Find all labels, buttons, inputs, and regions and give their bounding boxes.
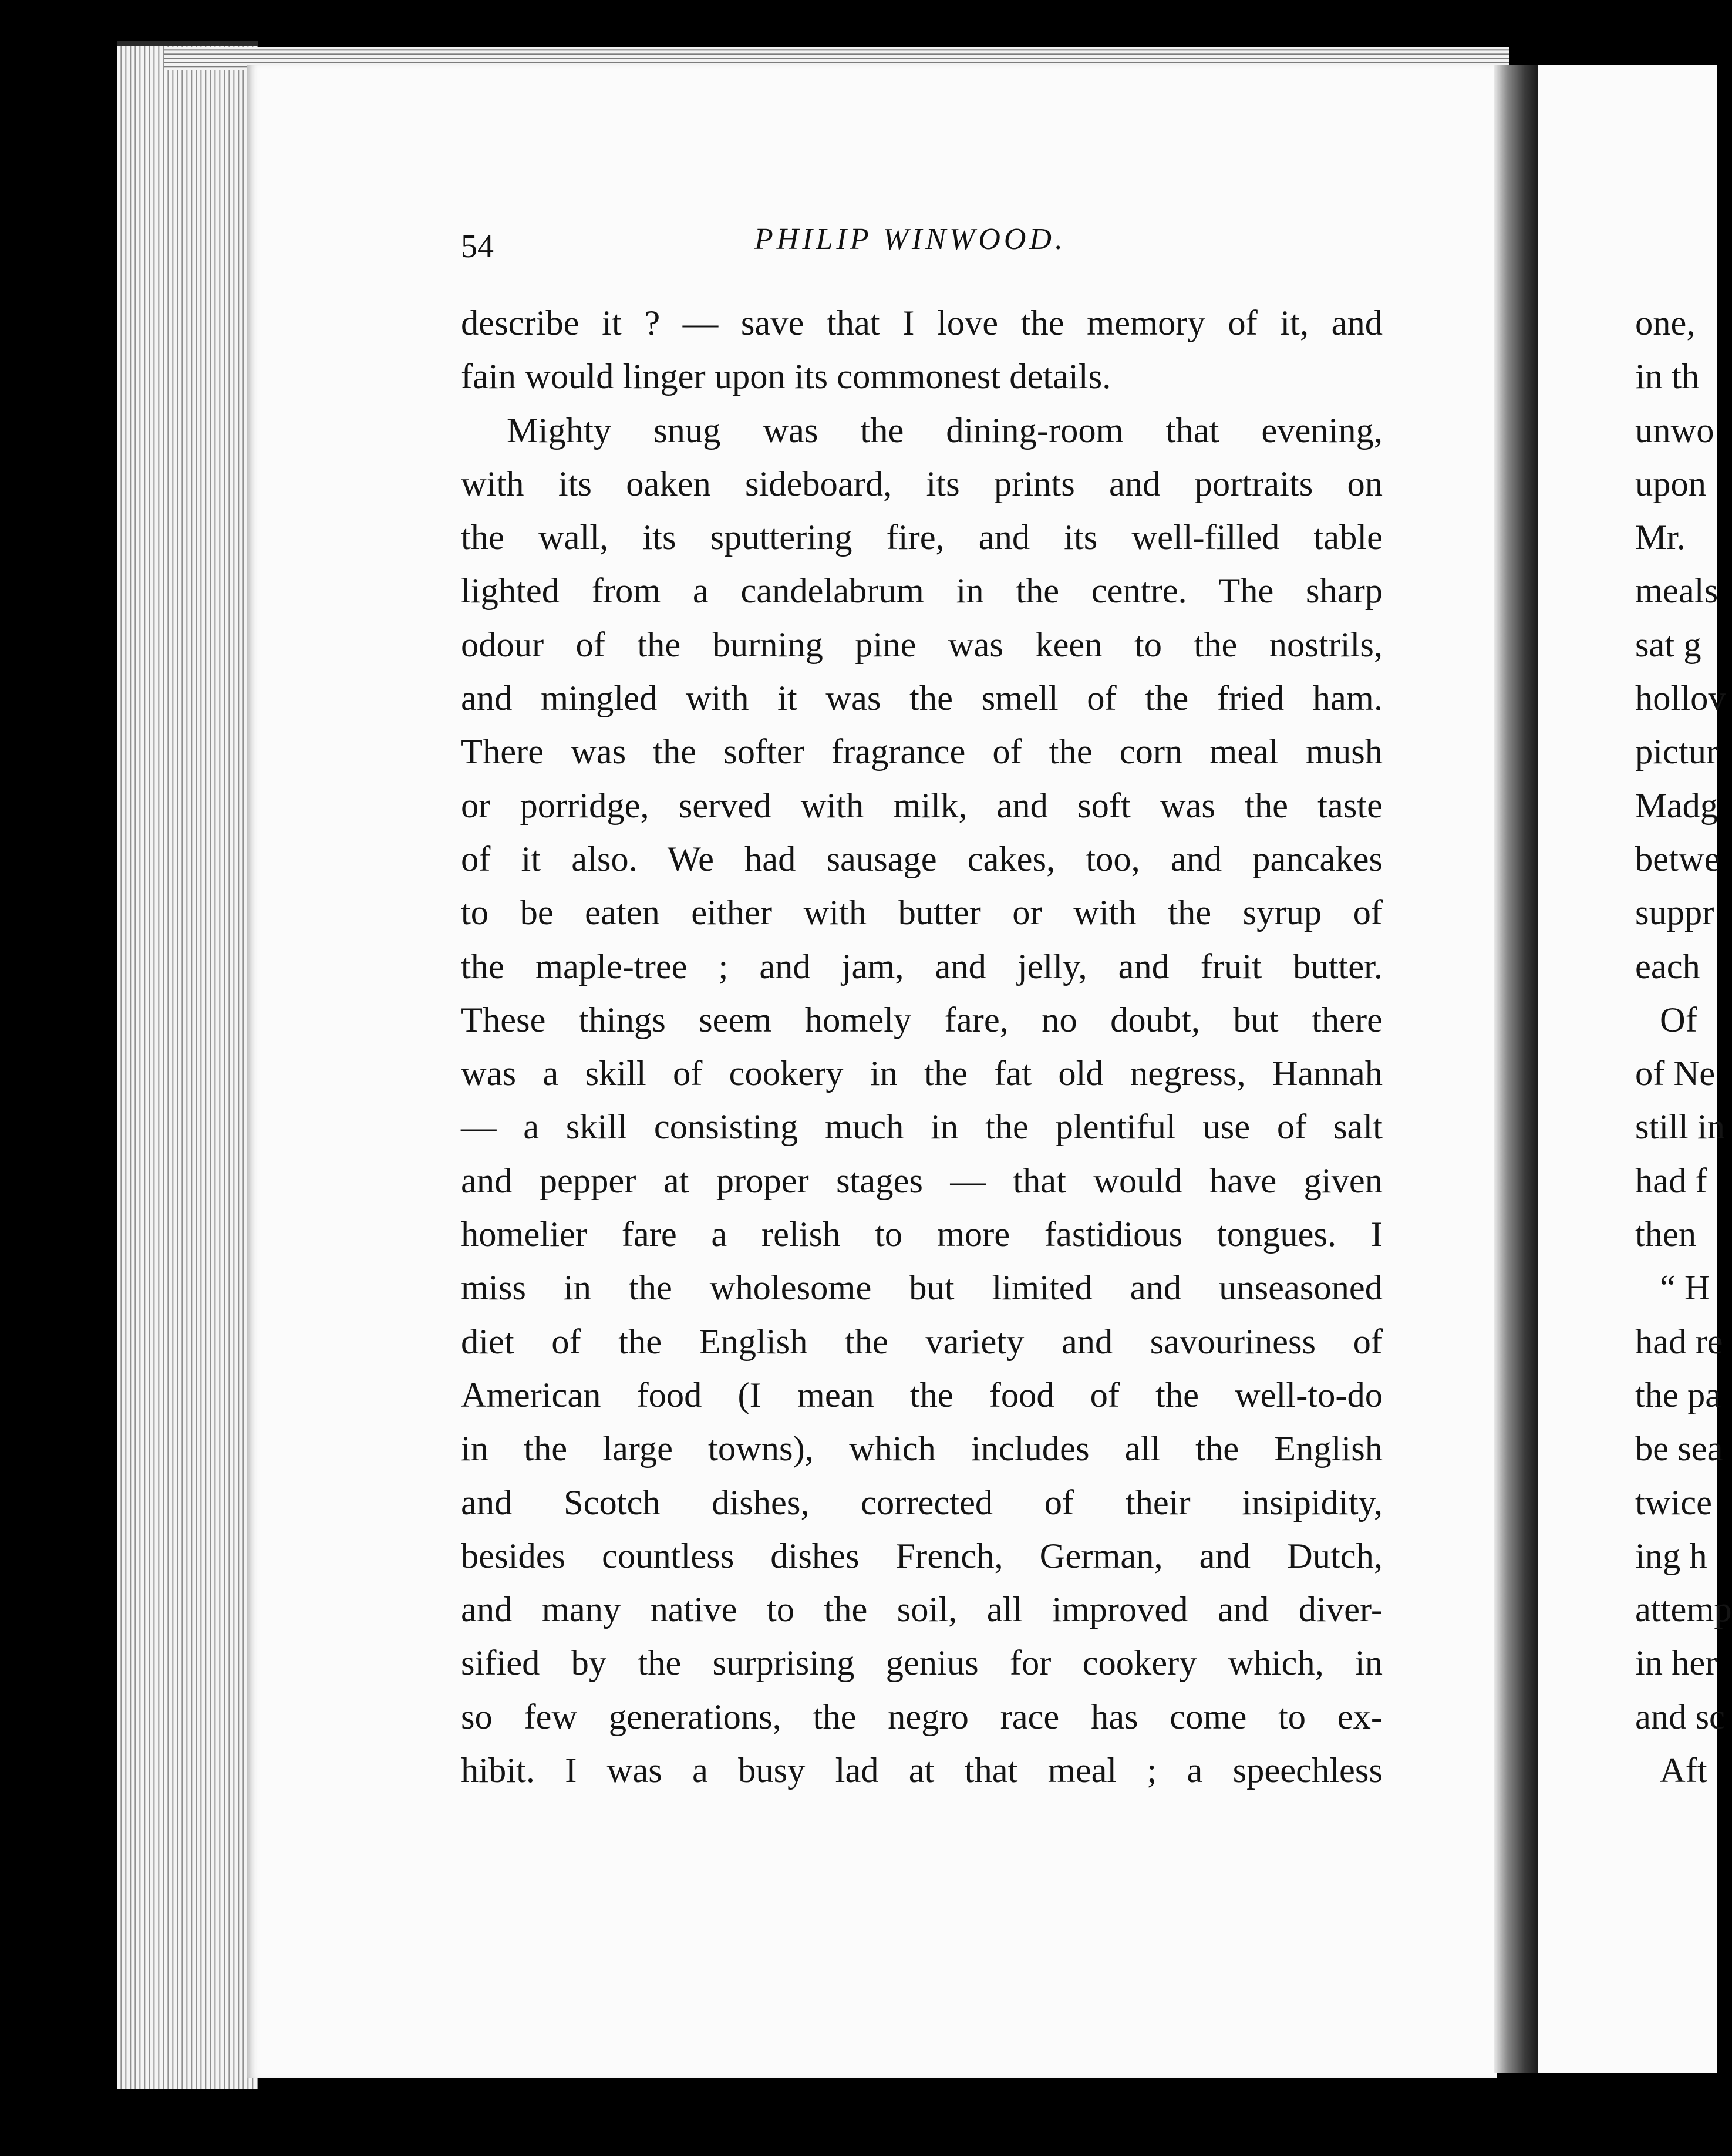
text-line: These things seem homely fare, no doubt, but there	[461, 1000, 1383, 1040]
text-line: and many native to the soil, all improved and diver-	[461, 1590, 1383, 1630]
right-page-line: in her	[1635, 1643, 1717, 1683]
right-page-line: attemp	[1635, 1590, 1732, 1630]
text-line: or porridge, served with milk, and soft was the taste	[461, 786, 1383, 826]
right-page-line: upon	[1635, 464, 1706, 504]
text-line: was a skill of cookery in the fat old negress, Hannah	[461, 1054, 1383, 1094]
page-edges	[117, 41, 258, 2089]
right-page-text	[1635, 297, 1732, 1797]
right-page-line: Mr.	[1635, 518, 1686, 558]
right-page-line: in th	[1635, 357, 1700, 397]
right-page-line: pictur	[1635, 732, 1718, 772]
text-line: and pepper at proper stages — that would have given	[461, 1161, 1383, 1201]
right-page-line: Of	[1660, 1000, 1697, 1040]
right-page-line: meals	[1635, 571, 1718, 611]
text-line: in the large towns), which includes all the English	[461, 1429, 1383, 1469]
right-page-line: still in	[1635, 1107, 1725, 1147]
page-number: 54	[461, 228, 494, 265]
right-page-line: had f	[1635, 1161, 1707, 1201]
text-line: — a skill consisting much in the plentiful use of salt	[461, 1107, 1383, 1147]
text-line: There was the softer fragrance of the corn meal mush	[461, 732, 1383, 772]
right-page-line: betwe	[1635, 839, 1720, 879]
right-page-line: one,	[1635, 304, 1696, 343]
text-line: and Scotch dishes, corrected of their insipidity,	[461, 1483, 1383, 1522]
right-page-line: the pa	[1635, 1375, 1721, 1415]
right-page-line: hollov	[1635, 679, 1726, 719]
text-line: with its oaken sideboard, its prints and portraits on	[461, 464, 1383, 504]
text-line: hibit. I was a busy lad at that meal ; a speechless	[461, 1751, 1383, 1791]
text-line: American food (I mean the food of the well-to-do	[461, 1375, 1383, 1415]
text-line: so few generations, the negro race has come to ex-	[461, 1697, 1383, 1737]
right-page-line: sat g	[1635, 625, 1701, 665]
right-page-line: each	[1635, 946, 1700, 986]
text-line: besides countless dishes French, German, and Dutch,	[461, 1536, 1383, 1576]
running-head	[461, 222, 1377, 269]
right-page-line: Madg	[1635, 786, 1718, 826]
right-page-line: unwo	[1635, 410, 1714, 450]
text-line: the maple-tree ; and jam, and jelly, and fruit butter.	[461, 946, 1383, 986]
text-line: the wall, its sputtering fire, and its well-filled table	[461, 518, 1383, 558]
text-line: of it also. We had sausage cakes, too, and pancakes	[461, 839, 1383, 879]
right-page-line: Aft	[1660, 1751, 1707, 1791]
text-line: describe it ? — save that I love the memory of it, and	[461, 304, 1383, 343]
right-page-line: of Ne	[1635, 1054, 1716, 1094]
right-page-line: suppr	[1635, 893, 1714, 933]
text-line: lighted from a candelabrum in the centre. The sharp	[461, 571, 1383, 611]
right-page-line: ing h	[1635, 1536, 1707, 1576]
running-title: PHILIP WINWOOD.	[754, 223, 1066, 256]
body-text	[461, 297, 1383, 1797]
right-page-line: “ H	[1660, 1268, 1710, 1308]
right-page-line: had re	[1635, 1322, 1723, 1362]
text-line: sified by the surprising genius for cookery which, in	[461, 1643, 1383, 1683]
right-page-line: twice	[1635, 1483, 1713, 1522]
text-line: and mingled with it was the smell of the fried ham.	[461, 679, 1383, 719]
book-gutter	[1494, 65, 1538, 2073]
text-line: diet of the English the variety and savouriness of	[461, 1322, 1383, 1362]
right-page-line: and sc	[1635, 1697, 1725, 1737]
text-line: fain would linger upon its commonest details.	[461, 357, 1111, 397]
text-line: miss in the wholesome but limited and unseasoned	[461, 1268, 1383, 1308]
text-line: homelier fare a relish to more fastidious tongues. I	[461, 1215, 1383, 1255]
text-line: Mighty snug was the dining-room that evening,	[507, 410, 1383, 450]
right-page-line: be sea	[1635, 1429, 1723, 1469]
text-line: to be eaten either with butter or with the syrup of	[461, 893, 1383, 933]
right-page-line: then	[1635, 1215, 1697, 1255]
text-line: odour of the burning pine was keen to the nostrils,	[461, 625, 1383, 665]
